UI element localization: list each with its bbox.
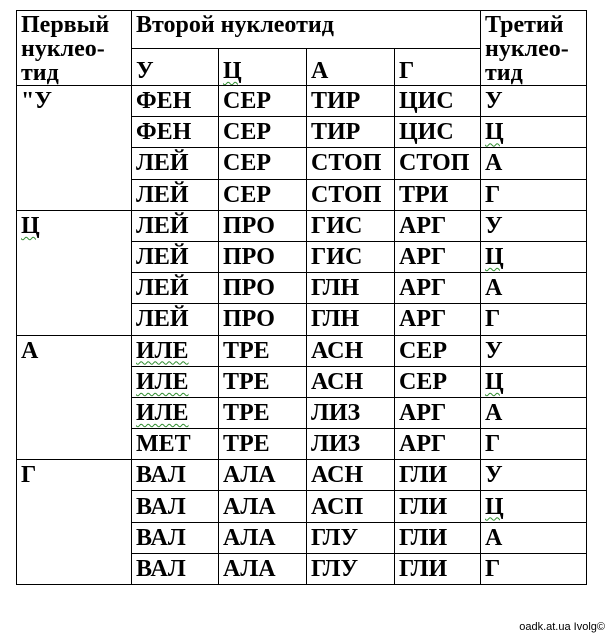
amino-acid-cell: ПРО (219, 273, 307, 304)
third-nucleotide-cell: У (481, 460, 587, 491)
third-nucleotide-cell: Г (481, 304, 587, 335)
third-nucleotide-cell: Г (481, 179, 587, 210)
amino-acid-cell: АЛА (219, 491, 307, 522)
amino-acid-cell: ТРИ (395, 179, 481, 210)
amino-acid-cell: ЛЕЙ (132, 179, 219, 210)
amino-acid-cell: ТИР (307, 117, 395, 148)
amino-acid-cell: СЕР (219, 179, 307, 210)
amino-acid-cell: ТРЕ (219, 366, 307, 397)
amino-acid-cell: ГЛИ (395, 553, 481, 584)
third-nucleotide-cell: У (481, 86, 587, 117)
first-nucleotide-cell: Ц (17, 210, 132, 335)
amino-acid-cell: АЛА (219, 553, 307, 584)
amino-acid-cell (132, 397, 219, 428)
amino-acid-cell: АРГ (395, 210, 481, 241)
third-nucleotide-cell: Ц (481, 366, 587, 397)
third-nucleotide-cell: Ц (481, 241, 587, 272)
third-nucleotide-cell: А (481, 273, 587, 304)
amino-acid-cell: ТРЕ (219, 429, 307, 460)
amino-acid-cell: ПРО (219, 241, 307, 272)
amino-acid-cell: ГИС (307, 241, 395, 272)
third-nucleotide-cell: У (481, 335, 587, 366)
amino-acid-cell: АРГ (395, 304, 481, 335)
third-nucleotide-cell: Г (481, 553, 587, 584)
amino-acid-cell: ГЛИ (395, 491, 481, 522)
third-nucleotide-cell: Ц (481, 491, 587, 522)
amino-acid-cell: ЛИЗ (307, 429, 395, 460)
amino-acid-cell: ЛИЗ (307, 397, 395, 428)
amino-acid-cell: СЕР (219, 86, 307, 117)
header-first-nucleotide: Первый нуклео-тид (17, 11, 132, 86)
amino-acid-cell: ТРЕ (219, 397, 307, 428)
second-nucleotide-a: А (307, 48, 395, 86)
second-nucleotide-c: Ц (219, 48, 307, 86)
third-nucleotide-cell: А (481, 148, 587, 179)
amino-acid-cell: ВАЛ (132, 553, 219, 584)
amino-acid-cell (132, 366, 219, 397)
amino-acid-cell (132, 335, 219, 366)
amino-acid-cell: АЛА (219, 522, 307, 553)
watermark: oadk.at.ua Ivolg© (519, 621, 605, 633)
amino-acid-cell: АСН (307, 460, 395, 491)
amino-acid-cell: ГЛУ (307, 522, 395, 553)
amino-acid-cell: ПРО (219, 304, 307, 335)
amino-acid-text: ИЛЕ (136, 399, 189, 426)
amino-acid-cell: ГЛН (307, 273, 395, 304)
second-nucleotide-g: Г (395, 48, 481, 86)
amino-acid-cell: ТИР (307, 86, 395, 117)
amino-acid-cell: ЛЕЙ (132, 210, 219, 241)
third-nucleotide-cell: У (481, 210, 587, 241)
amino-acid-cell: ГЛУ (307, 553, 395, 584)
amino-acid-cell: ЛЕЙ (132, 241, 219, 272)
amino-acid-cell: ВАЛ (132, 522, 219, 553)
amino-acid-cell: ТРЕ (219, 335, 307, 366)
genetic-code-table (16, 10, 587, 585)
header-second-nucleotide: Второй нуклеотид (132, 11, 481, 49)
amino-acid-cell: АРГ (395, 429, 481, 460)
amino-acid-cell: АРГ (395, 241, 481, 272)
amino-acid-cell: ЛЕЙ (132, 273, 219, 304)
first-nucleotide-cell: Г (17, 460, 132, 585)
amino-acid-cell: ЛЕЙ (132, 148, 219, 179)
amino-acid-cell: ЦИС (395, 117, 481, 148)
amino-acid-cell: АРГ (395, 397, 481, 428)
third-nucleotide-cell: А (481, 522, 587, 553)
amino-acid-cell: ГИС (307, 210, 395, 241)
codon-row (17, 460, 587, 491)
amino-acid-cell: АСН (307, 335, 395, 366)
third-nucleotide-cell: Г (481, 429, 587, 460)
amino-acid-cell: МЕТ (132, 429, 219, 460)
amino-acid-cell: ФЕН (132, 117, 219, 148)
third-nucleotide-cell: А (481, 397, 587, 428)
second-nucleotide-u: У (132, 48, 219, 86)
amino-acid-text: ИЛЕ (136, 368, 189, 395)
amino-acid-cell: СТОП (307, 148, 395, 179)
amino-acid-cell: АСП (307, 491, 395, 522)
amino-acid-cell: ГЛИ (395, 522, 481, 553)
amino-acid-cell: СЕР (219, 117, 307, 148)
amino-acid-cell: ГЛИ (395, 460, 481, 491)
amino-acid-cell: ЦИС (395, 86, 481, 117)
amino-acid-cell: ВАЛ (132, 460, 219, 491)
first-nucleotide-cell: "У (17, 86, 132, 211)
codon-row (17, 210, 587, 241)
amino-acid-cell: СТОП (395, 148, 481, 179)
amino-acid-cell: ЛЕЙ (132, 304, 219, 335)
amino-acid-cell: СЕР (395, 335, 481, 366)
amino-acid-cell: ВАЛ (132, 491, 219, 522)
amino-acid-cell: ГЛН (307, 304, 395, 335)
amino-acid-cell: СТОП (307, 179, 395, 210)
amino-acid-cell: ФЕН (132, 86, 219, 117)
amino-acid-cell: ПРО (219, 210, 307, 241)
amino-acid-cell: АСН (307, 366, 395, 397)
third-nucleotide-cell: Ц (481, 117, 587, 148)
amino-acid-cell: СЕР (395, 366, 481, 397)
header-third-nucleotide: Третий нуклео-тид (481, 11, 587, 86)
codon-row (17, 86, 587, 117)
first-nucleotide-cell: А (17, 335, 132, 460)
amino-acid-cell: СЕР (219, 148, 307, 179)
amino-acid-cell: АЛА (219, 460, 307, 491)
amino-acid-text: ИЛЕ (136, 337, 189, 364)
amino-acid-cell: АРГ (395, 273, 481, 304)
codon-row (17, 335, 587, 366)
